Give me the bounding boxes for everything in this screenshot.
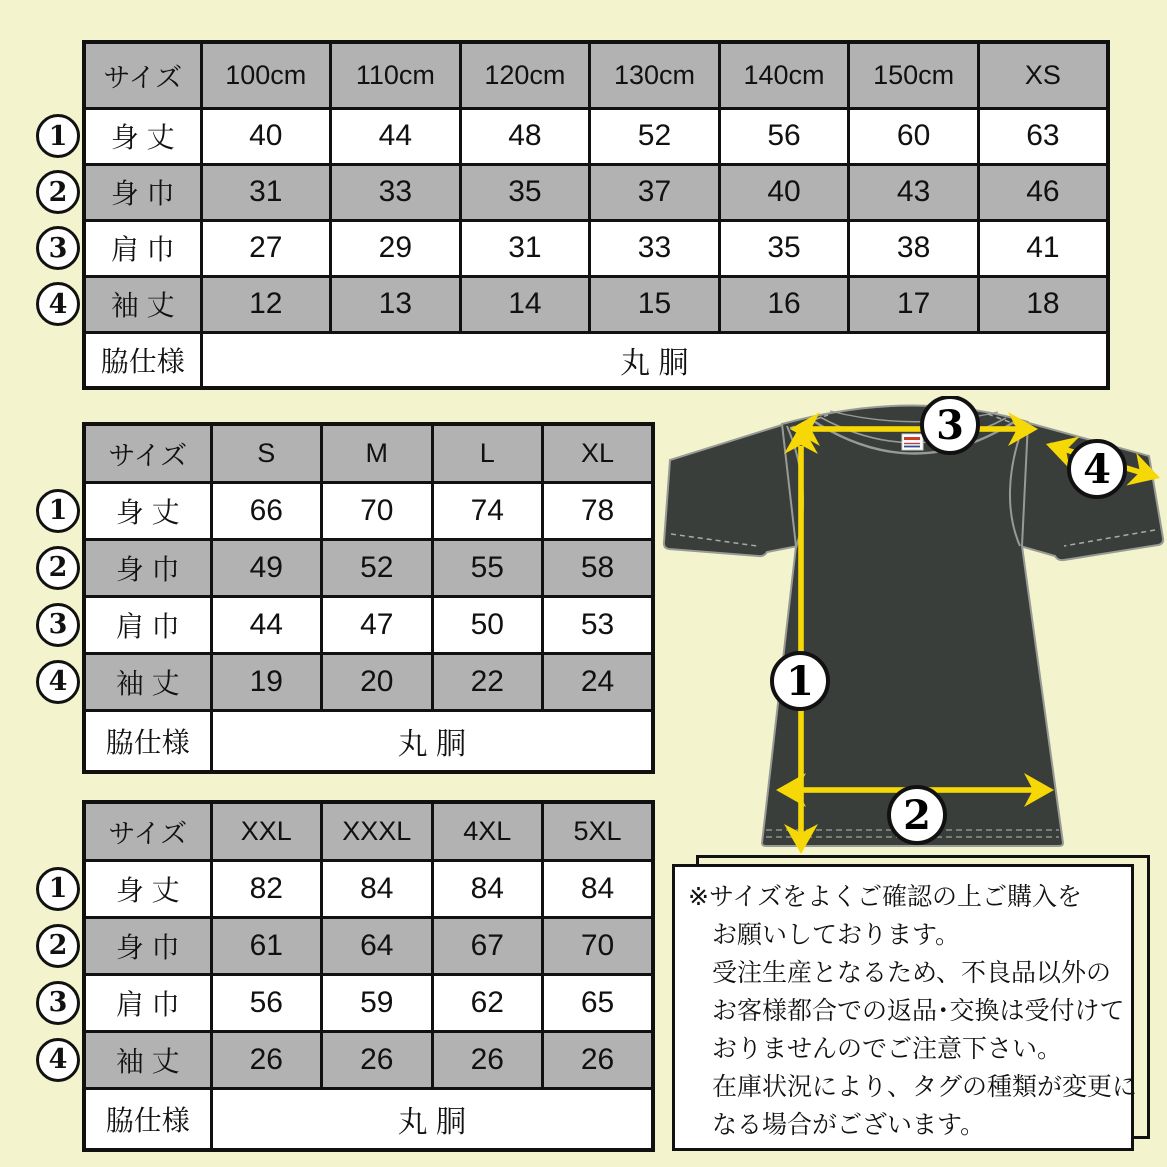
size-value: 35 <box>719 220 849 276</box>
column-header: XL <box>543 424 654 482</box>
size-value: 52 <box>322 539 433 596</box>
footer-value: 丸 胴 <box>211 710 653 772</box>
circled-number: 1 <box>36 489 80 533</box>
measure-badge-1 <box>772 653 828 709</box>
column-header: M <box>322 424 433 482</box>
badge-4-number: 4 <box>1083 446 1111 493</box>
size-value: 50 <box>432 596 543 653</box>
measure-badge-4 <box>1069 441 1125 497</box>
column-header: XXXL <box>322 802 433 860</box>
tshirt-body <box>762 405 1063 846</box>
row-label: 4 袖 丈 <box>84 1031 211 1088</box>
notice-box <box>672 855 1150 1151</box>
size-value: 49 <box>211 539 322 596</box>
column-header: サイズ <box>84 802 211 860</box>
size-value: 74 <box>432 482 543 539</box>
size-value: 56 <box>211 974 322 1031</box>
row-label: 3 肩 巾 <box>84 596 211 653</box>
size-value: 14 <box>460 276 590 332</box>
size-value: 48 <box>460 108 590 164</box>
footer-value: 丸 胴 <box>211 1088 653 1150</box>
column-header: 5XL <box>543 802 654 860</box>
column-header: 140cm <box>719 42 849 108</box>
size-value: 33 <box>590 220 720 276</box>
kids-size-table-block <box>48 40 1110 390</box>
circled-number: 4 <box>36 282 80 326</box>
size-value: 58 <box>543 539 654 596</box>
row-label: 1 身 丈 <box>84 482 211 539</box>
size-value: 60 <box>849 108 979 164</box>
size-value: 52 <box>590 108 720 164</box>
circled-number: 3 <box>36 226 80 270</box>
size-value: 33 <box>331 164 461 220</box>
row-label: 2 身 巾 <box>84 917 211 974</box>
size-value: 29 <box>331 220 461 276</box>
size-value: 84 <box>432 860 543 917</box>
big-size-table-block <box>48 800 655 1152</box>
size-value: 84 <box>543 860 654 917</box>
column-header: L <box>432 424 543 482</box>
size-value: 44 <box>211 596 322 653</box>
size-value: 53 <box>543 596 654 653</box>
row-label: 3 肩 巾 <box>84 974 211 1031</box>
size-value: 19 <box>211 653 322 710</box>
footer-label: 脇仕様 <box>84 1088 211 1150</box>
notice-line: 在庫状況により、タグの種類が変更に <box>712 1073 1138 1101</box>
size-value: 46 <box>978 164 1108 220</box>
tshirt-measurement-diagram <box>660 396 1167 858</box>
badge-2-number: 2 <box>903 792 931 839</box>
badge-1-number: 1 <box>786 658 814 705</box>
circled-number: 2 <box>36 170 80 214</box>
notice-line: お客様都合での返品･交換は受付けて <box>712 997 1125 1025</box>
size-value: 27 <box>201 220 331 276</box>
circled-number: 1 <box>36 114 80 158</box>
size-value: 62 <box>432 974 543 1031</box>
size-value: 47 <box>322 596 433 653</box>
size-value: 65 <box>543 974 654 1031</box>
size-value: 84 <box>322 860 433 917</box>
notice-line: なる場合がございます。 <box>712 1111 986 1139</box>
notice-line: おりませんのでご注意下さい。 <box>712 1035 1063 1063</box>
size-value: 18 <box>978 276 1108 332</box>
size-value: 70 <box>543 917 654 974</box>
size-value: 38 <box>849 220 979 276</box>
column-header: 4XL <box>432 802 543 860</box>
size-value: 26 <box>432 1031 543 1088</box>
column-header: 150cm <box>849 42 979 108</box>
footer-value: 丸 胴 <box>201 332 1108 388</box>
size-value: 40 <box>201 108 331 164</box>
size-value: 82 <box>211 860 322 917</box>
size-value: 56 <box>719 108 849 164</box>
size-value: 17 <box>849 276 979 332</box>
neck-tag-icon <box>902 434 923 450</box>
size-value: 59 <box>322 974 433 1031</box>
footer-label: 脇仕様 <box>84 710 211 772</box>
size-value: 63 <box>978 108 1108 164</box>
column-header: サイズ <box>84 42 201 108</box>
size-value: 64 <box>322 917 433 974</box>
circled-number: 4 <box>36 660 80 704</box>
notice-text <box>672 864 1138 1151</box>
size-value: 70 <box>322 482 433 539</box>
kids-size-table <box>48 40 1110 390</box>
row-label: 2 身 巾 <box>84 164 201 220</box>
size-value: 12 <box>201 276 331 332</box>
size-value: 35 <box>460 164 590 220</box>
circled-number: 3 <box>36 603 80 647</box>
column-header: 120cm <box>460 42 590 108</box>
size-value: 37 <box>590 164 720 220</box>
row-label: 4 袖 丈 <box>84 653 211 710</box>
size-value: 78 <box>543 482 654 539</box>
size-value: 44 <box>331 108 461 164</box>
size-value: 26 <box>211 1031 322 1088</box>
row-label: 4 袖 丈 <box>84 276 201 332</box>
circled-number: 1 <box>36 867 80 911</box>
size-value: 31 <box>460 220 590 276</box>
measure-badge-3 <box>922 397 978 453</box>
column-header: 110cm <box>331 42 461 108</box>
adult-size-table <box>48 422 655 774</box>
size-value: 55 <box>432 539 543 596</box>
column-header: XXL <box>211 802 322 860</box>
size-value: 26 <box>543 1031 654 1088</box>
badge-3-number: 3 <box>936 402 964 449</box>
circled-number: 4 <box>36 1038 80 1082</box>
size-value: 31 <box>201 164 331 220</box>
size-value: 41 <box>978 220 1108 276</box>
notice-line: ※サイズをよくご確認の上ご購入を <box>688 883 1082 911</box>
size-value: 67 <box>432 917 543 974</box>
size-value: 24 <box>543 653 654 710</box>
row-label: 3 肩 巾 <box>84 220 201 276</box>
size-value: 20 <box>322 653 433 710</box>
column-header: 100cm <box>201 42 331 108</box>
notice-line: 受注生産となるため、不良品以外の <box>712 959 1112 987</box>
column-header: XS <box>978 42 1108 108</box>
column-header: S <box>211 424 322 482</box>
circled-number: 2 <box>36 546 80 590</box>
circled-number: 2 <box>36 924 80 968</box>
size-value: 40 <box>719 164 849 220</box>
adult-size-table-block <box>48 422 655 774</box>
size-value: 43 <box>849 164 979 220</box>
row-label: 1 身 丈 <box>84 108 201 164</box>
size-value: 26 <box>322 1031 433 1088</box>
size-value: 61 <box>211 917 322 974</box>
size-value: 13 <box>331 276 461 332</box>
circled-number: 3 <box>36 981 80 1025</box>
footer-label: 脇仕様 <box>84 332 201 388</box>
size-value: 22 <box>432 653 543 710</box>
notice-line: お願いしております。 <box>712 921 961 949</box>
column-header: 130cm <box>590 42 720 108</box>
size-value: 15 <box>590 276 720 332</box>
size-value: 16 <box>719 276 849 332</box>
column-header: サイズ <box>84 424 211 482</box>
big-size-table <box>48 800 655 1152</box>
size-value: 66 <box>211 482 322 539</box>
row-label: 1 身 丈 <box>84 860 211 917</box>
row-label: 2 身 巾 <box>84 539 211 596</box>
measure-badge-2 <box>889 787 945 843</box>
